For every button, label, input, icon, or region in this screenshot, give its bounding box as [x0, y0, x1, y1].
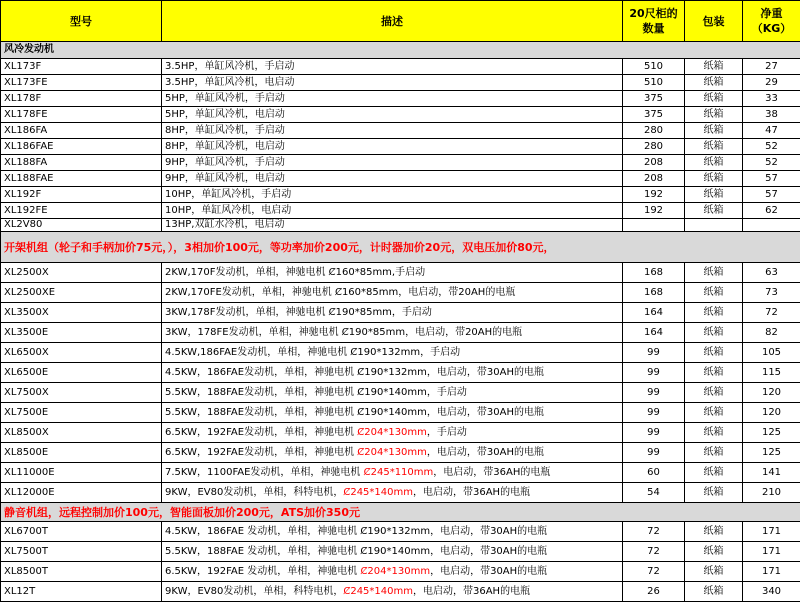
desc-cell	[162, 423, 623, 443]
qty-cell: 208	[623, 155, 685, 171]
model-cell: XL188FAE	[1, 171, 162, 187]
model-cell: XL8500E	[1, 443, 162, 463]
table-row	[1, 263, 800, 283]
desc-text: 6.5KW，192FAE 发动机，单相，神驰电机	[165, 566, 360, 577]
weight-cell: 57	[743, 171, 800, 187]
qty-cell: 99	[623, 343, 685, 363]
table-row	[1, 107, 800, 123]
table-row	[1, 75, 800, 91]
pkg-cell: 纸箱	[685, 423, 743, 443]
weight-cell: 125	[743, 423, 800, 443]
desc-cell: 2KW,170F发动机，单相，神驰电机 Ȼ160*85mm,手启动	[162, 263, 623, 283]
desc-dimension-highlight: Ȼ245*140mm	[343, 586, 413, 597]
desc-cell: 5HP，单缸风冷机，电启动	[162, 107, 623, 123]
model-cell: XL2500XE	[1, 283, 162, 303]
pkg-cell: 纸箱	[685, 303, 743, 323]
table-row	[1, 403, 800, 423]
model-cell: XL8500T	[1, 562, 162, 582]
table-row	[1, 171, 800, 187]
qty-cell: 280	[623, 139, 685, 155]
qty-cell: 72	[623, 542, 685, 562]
desc-dimension-highlight: Ȼ245*140mm	[343, 487, 413, 498]
table-row	[1, 423, 800, 443]
pkg-cell: 纸箱	[685, 155, 743, 171]
model-cell: XL178FE	[1, 107, 162, 123]
qty-cell: 60	[623, 463, 685, 483]
pkg-cell: 纸箱	[685, 283, 743, 303]
model-cell: XL3500X	[1, 303, 162, 323]
qty-cell: 280	[623, 123, 685, 139]
table-row	[1, 303, 800, 323]
desc-cell: 10HP，单缸风冷机，手启动	[162, 187, 623, 203]
qty-cell: 164	[623, 323, 685, 343]
header-pkg: 包装	[685, 1, 743, 42]
desc-cell: 8HP，单缸风冷机，电启动	[162, 139, 623, 155]
weight-cell: 105	[743, 343, 800, 363]
model-cell: XL6500X	[1, 343, 162, 363]
desc-cell: 2KW,170FE发动机，单相，神驰电机 Ȼ160*85mm，电启动，带20AH的电瓶	[162, 283, 623, 303]
desc-dimension-highlight: Ȼ204*130mm	[360, 566, 430, 577]
weight-cell: 47	[743, 123, 800, 139]
desc-text: 9KW，EV80发动机，单相，科特电机，	[165, 487, 343, 498]
qty-cell: 164	[623, 303, 685, 323]
model-cell: XL188FA	[1, 155, 162, 171]
qty-cell: 99	[623, 443, 685, 463]
desc-text: 6.5KW，192FAE发动机，单相，神驰电机	[165, 447, 357, 458]
desc-cell: 9HP，单缸风冷机，手启动	[162, 155, 623, 171]
header-qty-line1: 20尺柜的	[629, 7, 677, 20]
desc-dimension-highlight: Ȼ204*130mm	[357, 427, 427, 438]
qty-cell: 510	[623, 59, 685, 75]
qty-cell: 54	[623, 483, 685, 503]
model-cell: XL186FAE	[1, 139, 162, 155]
desc-cell: 4.5KW，186FAE发动机，单相，神驰电机 Ȼ190*132mm，电启动，带30AH的电瓶	[162, 363, 623, 383]
qty-cell: 72	[623, 522, 685, 542]
pkg-cell: 纸箱	[685, 542, 743, 562]
pkg-cell: 纸箱	[685, 187, 743, 203]
weight-cell: 120	[743, 383, 800, 403]
weight-cell: 125	[743, 443, 800, 463]
pkg-cell: 纸箱	[685, 107, 743, 123]
model-cell: XL12000E	[1, 483, 162, 503]
model-cell: XL8500X	[1, 423, 162, 443]
pkg-cell: 纸箱	[685, 363, 743, 383]
weight-cell: 141	[743, 463, 800, 483]
qty-cell: 26	[623, 582, 685, 602]
desc-text-after: ，电启动，带36AH的电瓶	[433, 467, 550, 478]
qty-cell: 510	[623, 75, 685, 91]
desc-text: 7.5KW，1100FAE发动机，单相，神驰电机	[165, 467, 364, 478]
desc-cell	[162, 582, 623, 602]
weight-cell: 27	[743, 59, 800, 75]
desc-cell: 3.5HP，单缸风冷机，电启动	[162, 75, 623, 91]
section-header-row	[1, 42, 800, 59]
weight-cell: 72	[743, 303, 800, 323]
table-row	[1, 562, 800, 582]
table-row	[1, 123, 800, 139]
qty-cell: 99	[623, 383, 685, 403]
section-title: 风冷发动机	[1, 42, 800, 59]
model-cell: XL7500X	[1, 383, 162, 403]
model-cell: XL12T	[1, 582, 162, 602]
desc-cell: 8HP，单缸风冷机，手启动	[162, 123, 623, 139]
model-cell: XL7500E	[1, 403, 162, 423]
desc-cell: 4.5KW,186FAE发动机，单相，神驰电机 Ȼ190*132mm，手启动	[162, 343, 623, 363]
table-body	[1, 42, 800, 602]
desc-text-after: ，电启动，带30AH的电瓶	[427, 447, 544, 458]
weight-cell: 171	[743, 522, 800, 542]
desc-cell	[162, 463, 623, 483]
desc-cell	[162, 443, 623, 463]
weight-cell	[743, 219, 800, 232]
weight-cell: 38	[743, 107, 800, 123]
weight-cell: 52	[743, 155, 800, 171]
table-row	[1, 463, 800, 483]
desc-cell: 3.5HP，单缸风冷机，手启动	[162, 59, 623, 75]
desc-dimension-highlight: Ȼ204*130mm	[357, 447, 427, 458]
table-row	[1, 522, 800, 542]
model-cell: XL2V80	[1, 219, 162, 232]
qty-cell: 375	[623, 107, 685, 123]
qty-cell: 192	[623, 187, 685, 203]
desc-cell: 3KW,178F发动机，单相，神驰电机 Ȼ190*85mm，手启动	[162, 303, 623, 323]
table-row	[1, 363, 800, 383]
table-row	[1, 203, 800, 219]
desc-cell	[162, 562, 623, 582]
qty-cell: 72	[623, 562, 685, 582]
model-cell: XL173FE	[1, 75, 162, 91]
desc-cell: 13HP,双缸水冷机，电启动	[162, 219, 623, 232]
qty-cell: 192	[623, 203, 685, 219]
qty-cell: 375	[623, 91, 685, 107]
desc-cell: 9HP，单缸风冷机，电启动	[162, 171, 623, 187]
table-row	[1, 187, 800, 203]
weight-cell: 73	[743, 283, 800, 303]
qty-cell: 99	[623, 423, 685, 443]
table-row	[1, 219, 800, 232]
model-cell: XL6700T	[1, 522, 162, 542]
section-title: 静音机组，远程控制加价100元，智能面板加价200元，ATS加价350元	[1, 503, 800, 522]
header-qty	[623, 1, 685, 42]
header-wt	[743, 1, 800, 42]
header-desc: 描述	[162, 1, 623, 42]
desc-text: 6.5KW，192FAE发动机，单相，神驰电机	[165, 427, 357, 438]
pkg-cell: 纸箱	[685, 323, 743, 343]
table-row	[1, 91, 800, 107]
pkg-cell: 纸箱	[685, 483, 743, 503]
pkg-cell: 纸箱	[685, 91, 743, 107]
table-row	[1, 59, 800, 75]
desc-cell: 4.5KW，186FAE 发动机，单相，神驰电机 Ȼ190*132mm，电启动，带30AH的电瓶	[162, 522, 623, 542]
pkg-cell: 纸箱	[685, 562, 743, 582]
qty-cell: 168	[623, 263, 685, 283]
desc-dimension-highlight: Ȼ245*110mm	[364, 467, 434, 478]
pkg-cell: 纸箱	[685, 123, 743, 139]
section-title: 开架机组（轮子和手柄加价75元，），3相加价100元，等功率加价200元，计时器加价20元，双电压加价80元，	[1, 232, 800, 263]
qty-cell: 168	[623, 283, 685, 303]
desc-text-after: ，手启动	[427, 427, 467, 438]
pkg-cell: 纸箱	[685, 171, 743, 187]
desc-cell: 3KW，178FE发动机，单相，神驰电机 Ȼ190*85mm，电启动，带20AH的电瓶	[162, 323, 623, 343]
weight-cell: 33	[743, 91, 800, 107]
weight-cell: 340	[743, 582, 800, 602]
desc-text: 9KW，EV80发动机，单相，科特电机，	[165, 586, 343, 597]
table-row	[1, 155, 800, 171]
model-cell: XL6500E	[1, 363, 162, 383]
header-wt-line2: （KG）	[752, 22, 792, 35]
model-cell: XL173F	[1, 59, 162, 75]
pkg-cell: 纸箱	[685, 139, 743, 155]
model-cell: XL186FA	[1, 123, 162, 139]
table-row	[1, 443, 800, 463]
weight-cell: 115	[743, 363, 800, 383]
header-wt-line1: 净重	[761, 7, 783, 20]
pkg-cell: 纸箱	[685, 203, 743, 219]
pkg-cell: 纸箱	[685, 582, 743, 602]
weight-cell: 120	[743, 403, 800, 423]
table-row	[1, 383, 800, 403]
weight-cell: 57	[743, 187, 800, 203]
pkg-cell: 纸箱	[685, 59, 743, 75]
model-cell: XL192F	[1, 187, 162, 203]
desc-text-after: ，电启动，带36AH的电瓶	[413, 487, 530, 498]
pkg-cell: 纸箱	[685, 403, 743, 423]
desc-cell: 5.5KW，188FAE发动机，单相，神驰电机 Ȼ190*140mm，手启动	[162, 383, 623, 403]
model-cell: XL7500T	[1, 542, 162, 562]
pkg-cell: 纸箱	[685, 463, 743, 483]
model-cell: XL178F	[1, 91, 162, 107]
desc-cell: 5HP，单缸风冷机，手启动	[162, 91, 623, 107]
header-row	[1, 1, 800, 42]
model-cell: XL11000E	[1, 463, 162, 483]
desc-cell: 10HP，单缸风冷机，电启动	[162, 203, 623, 219]
weight-cell: 171	[743, 562, 800, 582]
model-cell: XL3500E	[1, 323, 162, 343]
section-header-row	[1, 503, 800, 522]
weight-cell: 171	[743, 542, 800, 562]
section-header-row	[1, 232, 800, 263]
model-cell: XL192FE	[1, 203, 162, 219]
desc-cell: 5.5KW，188FAE 发动机，单相，神驰电机 Ȼ190*140mm，电启动，带30AH的电瓶	[162, 542, 623, 562]
weight-cell: 62	[743, 203, 800, 219]
weight-cell: 82	[743, 323, 800, 343]
table-row	[1, 542, 800, 562]
weight-cell: 210	[743, 483, 800, 503]
desc-text-after: ，电启动，带36AH的电瓶	[413, 586, 530, 597]
header-qty-line2: 数量	[643, 22, 665, 35]
pkg-cell: 纸箱	[685, 343, 743, 363]
header-model: 型号	[1, 1, 162, 42]
pkg-cell: 纸箱	[685, 263, 743, 283]
desc-text-after: ，电启动，带30AH的电瓶	[430, 566, 547, 577]
qty-cell: 99	[623, 363, 685, 383]
qty-cell: 99	[623, 403, 685, 423]
pkg-cell: 纸箱	[685, 75, 743, 91]
table-row	[1, 343, 800, 363]
table-row	[1, 483, 800, 503]
qty-cell: 208	[623, 171, 685, 187]
table-row	[1, 582, 800, 602]
pkg-cell: 纸箱	[685, 383, 743, 403]
desc-cell: 5.5KW，188FAE发动机，单相，神驰电机 Ȼ190*140mm，电启动，带30AH的电瓶	[162, 403, 623, 423]
desc-cell	[162, 483, 623, 503]
pkg-cell: 纸箱	[685, 443, 743, 463]
table-row	[1, 283, 800, 303]
table-row	[1, 323, 800, 343]
pkg-cell	[685, 219, 743, 232]
qty-cell	[623, 219, 685, 232]
pkg-cell: 纸箱	[685, 522, 743, 542]
table-row	[1, 139, 800, 155]
weight-cell: 52	[743, 139, 800, 155]
weight-cell: 63	[743, 263, 800, 283]
weight-cell: 29	[743, 75, 800, 91]
model-cell: XL2500X	[1, 263, 162, 283]
